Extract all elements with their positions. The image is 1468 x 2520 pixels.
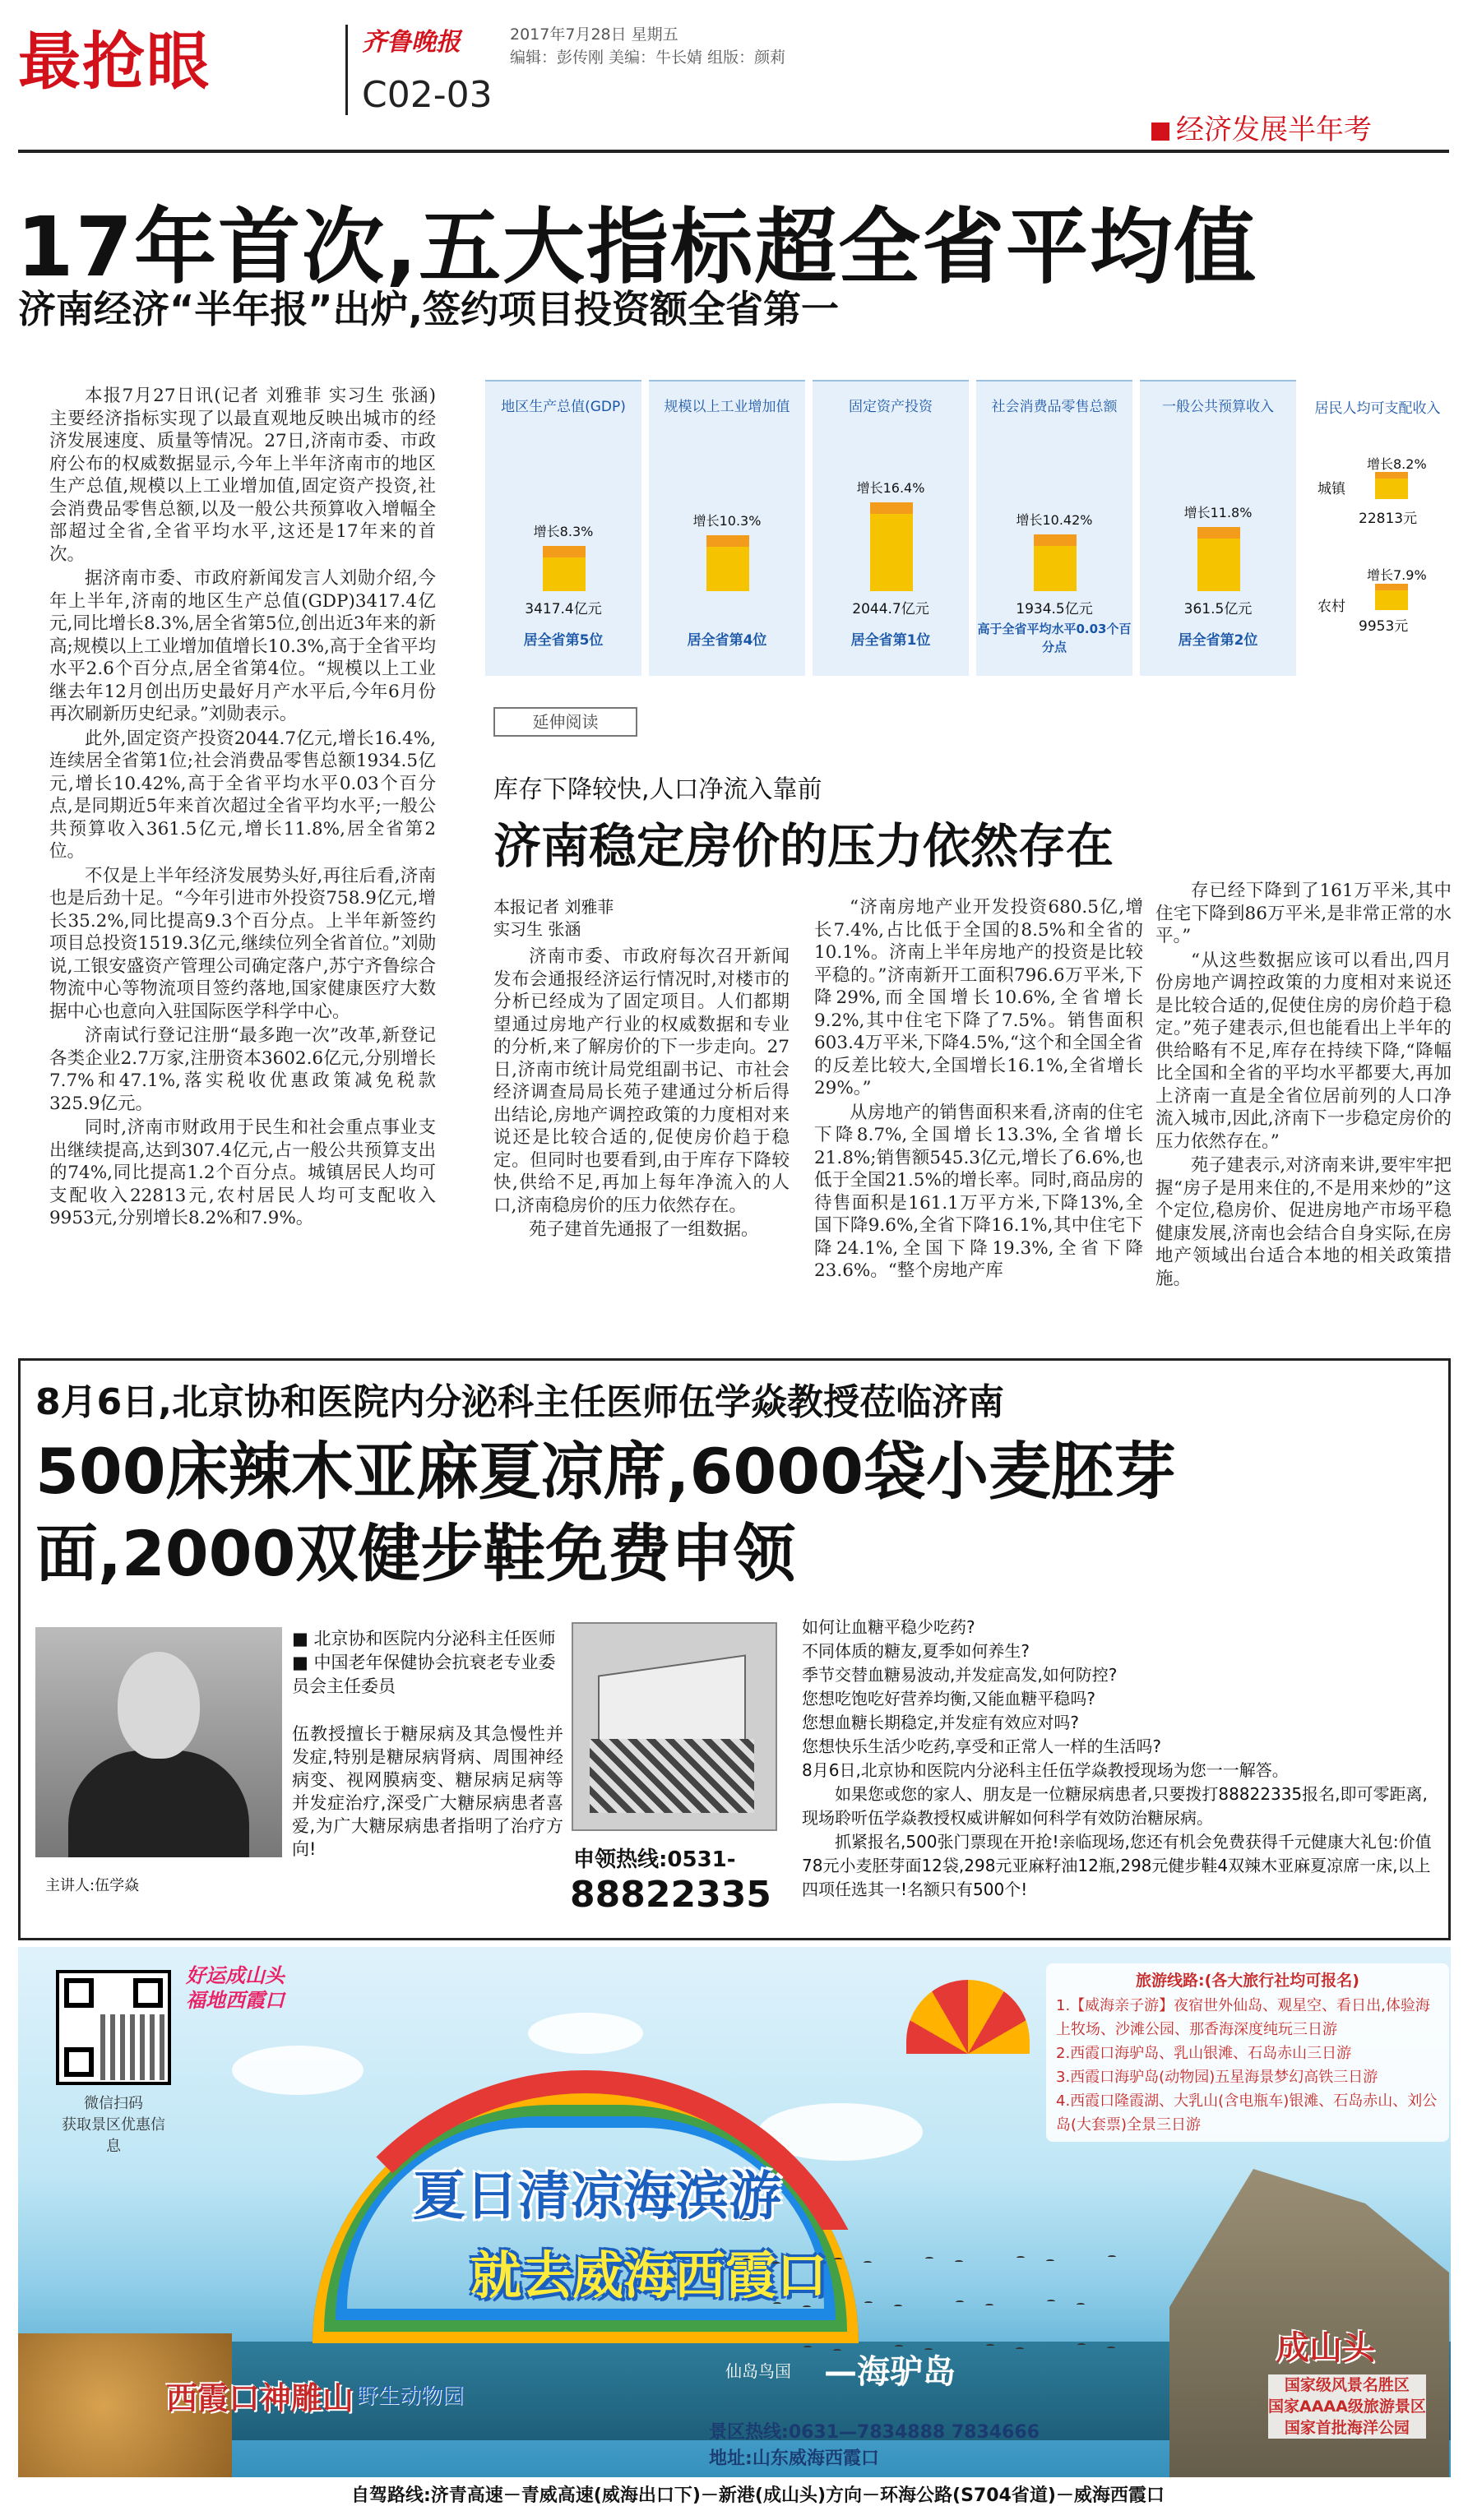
indicator-title: 地区生产总值(GDP) [501, 399, 626, 415]
slogan-line: 福地西霞口 [186, 1989, 285, 2012]
bird-icon [1016, 2256, 1025, 2259]
ad2-title-2: 就去威海西霞口 [470, 2245, 828, 2305]
bird-icon [833, 2349, 841, 2352]
qa-line: 抓紧报名,500张门票现在开抢!亲临现场,您还有机会免费获得千元健康大礼包:价值78元小麦胚芽面12袋,298元亚麻籽油12瓶,298元健步鞋4双辣木亚麻夏凉席一床,以上四项任选其一!名额只有500个! [802, 1832, 1432, 1899]
route-item: 3.西霞口海驴岛(动物园)五星海景梦幻高铁三日游 [1056, 2069, 1378, 2086]
paragraph: 从房地产的销售面积来看,济南的住宅下降8.7%,全国增长13.3%,全省增长21.8%;销售额545.3亿元,增长了6.6%,也低于全国21.5%的增长率。同时,商品房的待售面积是161.1万平方米,下降13%,全国下降9.6%,全省下降16.1%,其中住宅下降24.1%,全国下降19.3%,全省下降23.6%。“整个房地产库 [814, 1102, 1143, 1281]
qa-line: 如何让血糖平稳少吃药? [802, 1617, 975, 1637]
income-value: 22813元 [1359, 511, 1418, 527]
indicator-growth: 增长10.42% [1016, 512, 1093, 528]
bird-icon [925, 2257, 933, 2260]
qr-caption [56, 2093, 171, 2157]
bird-icon [864, 2301, 873, 2305]
income-bar [1375, 584, 1408, 610]
indicator-title: 一般公共预算收入 [1162, 399, 1274, 415]
income-value: 9953元 [1359, 618, 1409, 635]
badge-line: 国家级风景名胜区 [1284, 2376, 1410, 2394]
bird-icon [956, 2300, 964, 2304]
extension-column-3 [1155, 880, 1452, 1292]
qa-line: 如果您或您的家人、朋友是一位糖尿病患者,只要拨打88822335报名,即可零距离,现场聆听伍学焱教授权威讲解如何科学有效防治糖尿病。 [802, 1784, 1428, 1828]
bio-text: 北京协和医院内分泌科主任医师 [313, 1629, 556, 1648]
indicator-panel [485, 380, 1456, 676]
subheadline: 济南经济“半年报”出炉,签约项目投资额全省第一 [18, 287, 839, 331]
bird-icon [803, 2346, 812, 2349]
section-brand: 最抢眼 [18, 25, 211, 98]
paragraph: 不仅是上半年经济发展势头好,再往后看,济南也是后劲十足。“今年引进市外投资758.9亿元,增长35.2%,同比提高9.3个百分点。上半年新签约项目总投资1519.3亿元,继续位列全省首位。”刘勋说,工银安盛资产管理公司确定落户,苏宁齐鲁综合物流中心等物流项目签约落地,国家健康医疗大数据中心也意向入驻国际医学科学中心。 [49, 865, 436, 1022]
indicator-rank: 居全省第5位 [523, 632, 604, 649]
bird-icon [924, 2348, 933, 2351]
bird-icon [986, 2344, 994, 2347]
paragraph: 济南市委、市政府每次召开新闻发布会通报经济运行情况时,对楼市的分析已经成为了固定项目。人们都期望通过房地产行业的权威数据和专业的分析,来了解房价的下一步走向。27日,济南市统计局党组副书记、市社会经济调查局局长苑子建通过分析后得出结论,房地产调控政策的力度相对来说还是比较合适的,促使房价趋于稳定。但同时也要看到,由于库存下降较快,供给不足,再加上每年净流入的人口,济南稳房价的压力依然存在。 [493, 946, 790, 1216]
column-tag-text: 经济发展半年考 [1176, 113, 1372, 146]
newspaper-logo: 齐鲁晚报 [362, 28, 461, 57]
address-value: 山东威海西霞口 [752, 2448, 879, 2469]
paragraph: “济南房地产业开发投资680.5亿,增长7.4%,占比低于全国的8.5%和全省的10.1%。济南上半年房地产的投资是比较平稳的。”济南新开工面积796.6万平米,下降29%,而全国增长10.6%,全省增长9.2%,其中住宅下降了7.5%。销售面积603.4万平米,下降4.5%,“这个和全国全省的反差比较大,全国增长16.1%,全省增长29%。” [814, 897, 1143, 1098]
header-rule [18, 150, 1449, 153]
paragraph: 苑子建首先通报了一组数据。 [529, 1219, 759, 1240]
hotline-label: 申领热线:0531- [573, 1847, 736, 1872]
bird-icon [742, 2218, 750, 2222]
hotline-label: 景区热线: [709, 2422, 789, 2443]
badge-line: 国家首批海洋公园 [1284, 2419, 1410, 2437]
drive-route: 自驾路线:济青高速－青威高速(威海出口下)－新港(成山头)方向－环海公路(S704省道)－威海西霞口 [18, 2477, 1451, 2514]
address-label: 地址: [709, 2448, 753, 2469]
chengshantou-title: 成山头 [1276, 2329, 1375, 2367]
income-bar [1375, 472, 1408, 499]
zoo-title: 西霞口神雕山 [166, 2380, 354, 2416]
indicator-bar [1197, 527, 1240, 591]
indicator-card [649, 380, 805, 676]
indicator-value: 1934.5亿元 [1016, 601, 1093, 617]
paragraph: 同时,济南市财政用于民生和社会重点事业支出继续提高,达到307.4亿元,占一般公共预算支出的74%,同比提高1.2个百分点。城镇居民人均可支配收入22813元,农村居民人均可支配收入9953元,分别增长8.2%和7.9%。 [49, 1117, 436, 1228]
bird-icon [1016, 2347, 1024, 2351]
bird-icon [1077, 2343, 1086, 2347]
speaker-photo [35, 1627, 282, 1857]
bio-line: ■ 中国老年保健协会抗衰老专业委员会主任委员 [292, 1653, 556, 1696]
bird-icon [834, 2258, 842, 2261]
tourism-ad [18, 1947, 1451, 2514]
speaker-description: 伍教授擅长于糖尿病及其急慢性并发症,特别是糖尿病肾病、周围神经病变、视网膜病变、糖尿病足病等并发症治疗,深受广大糖尿病患者喜爱,为广大糖尿病患者指明了治疗方向! [292, 1724, 563, 1859]
ad1-offer-line: 500床辣木亚麻夏凉席,6000袋小麦胚芽面,2000双健步鞋免费申领 [35, 1435, 1177, 1590]
bird-icon [864, 2261, 872, 2264]
indicator-bar [543, 546, 586, 591]
income-row [1301, 454, 1454, 553]
indicator-bar [870, 502, 913, 591]
paragraph: “从这些数据应该可以看出,四月份房地产调控政策的力度相对来说还是比较合适的,促使住房的房价趋于稳定。”苑子建表示,但也能看出上半年的供给略有不足,库存在持续下降,“降幅比全国和全省的平均水平都要大,再加上济南一直是全省位居前列的人口净流入城市,因此,济南下一步稳定房价的压力依然存在。” [1155, 950, 1452, 1152]
indicator-card [485, 380, 641, 676]
bio-text: 中国老年保健协会抗衰老专业委员会主任委员 [292, 1653, 556, 1696]
indicator-title: 社会消费品零售总额 [991, 399, 1118, 415]
bird-icon [1047, 2300, 1055, 2303]
indicator-card [813, 380, 969, 676]
hotline-number: 88822335 [570, 1874, 771, 1916]
badge-line: 国家AAAA级旅游景区 [1268, 2397, 1426, 2416]
extension-lead: 库存下降较快,人口净流入靠前 [493, 775, 822, 804]
scenic-address [709, 2446, 1040, 2472]
extension-label: 延伸阅读 [493, 707, 637, 737]
qa-line: 8月6日,北京协和医院内分泌科主任伍学焱教授现场为您一一解答。 [802, 1760, 1289, 1780]
bird-icon [1046, 2259, 1054, 2263]
indicator-rank: 高于全省平均水平0.03个百分点 [977, 622, 1132, 654]
bird-icon [1107, 2347, 1115, 2350]
ad2-title-1: 夏日清凉海滨游 [413, 2166, 781, 2227]
paragraph: 济南试行登记注册“最多跑一次”改革,新登记各类企业2.7万家,注册资本3602.6亿元,分别增长7.7%和47.1%,落实税收优惠政策减免税款325.9亿元。 [49, 1025, 436, 1114]
qa-line: 您想快乐生活少吃药,享受和正常人一样的生活吗? [802, 1736, 1161, 1756]
scenic-contact [709, 2420, 1040, 2472]
routes-title: 旅游线路:(各大旅行社均可报名) [1136, 1972, 1359, 1990]
speaker-bio [292, 1627, 563, 1699]
headline: 17年首次,五大指标超全省平均值 [16, 199, 1258, 295]
income-label: 城镇 [1317, 481, 1345, 497]
qa-line: 您想吃饱吃好营养均衡,又能血糖平稳吗? [802, 1689, 1095, 1709]
indicator-value: 2044.7亿元 [852, 601, 929, 617]
income-label: 农村 [1317, 599, 1345, 615]
paragraph: 据济南市委、市政府新闻发言人刘勋介绍,今年上半年,济南的地区生产总值(GDP)3417.4亿元,同比增长8.3%,居全省第5位,创出近3年来的新高;规模以上工业增加值增长10.3%,高于全省平均水平2.6个百分点,居全省第4位。“规模以上工业继去年12月创出历史最好月产水平后,今年6月份再次刷新历史纪录。”刘勋表示。 [49, 568, 436, 724]
paragraph: 苑子建表示,对济南来讲,要牢牢把握“房子是用来住的,不是用来炒的”这个定位,稳房价、促进房地产市场平稳健康发展,济南也会结合自身实际,在房地产领域出台适合本地的相关政策措施。 [1155, 1155, 1452, 1289]
issue-date: 2017年7月28日 星期五 [510, 25, 678, 44]
indicator-growth: 增长10.3% [692, 513, 762, 529]
indicator-title: 规模以上工业增加值 [664, 399, 790, 415]
route-item: 1.【威海亲子游】夜宿世外仙岛、观星空、看日出,体验海上牧场、沙滩公园、那香海深度纯玩三日游 [1056, 1997, 1430, 2038]
ad1-event-line: 8月6日,北京协和医院内分泌科主任医师伍学焱教授莅临济南 [35, 1381, 1004, 1423]
qa-line: 季节交替血糖易波动,并发症高发,如何防控? [802, 1665, 1118, 1685]
income-growth: 增长8.2% [1367, 456, 1427, 472]
route-item: 2.西霞口海驴岛、乳山银滩、石岛赤山三日游 [1056, 2045, 1352, 2062]
income-title: 居民人均可支配收入 [1314, 400, 1441, 417]
lead-article-body [49, 385, 436, 1232]
extension-column-1 [493, 946, 790, 1243]
paragraph: 存已经下降到了161万平米,其中住宅下降到86万平米,是非常正常的水平。” [1155, 881, 1452, 946]
ad2-slogan [186, 1963, 285, 2013]
page-number: C02-03 [362, 74, 493, 116]
extension-byline: 本报记者 刘雅菲 实习生 张涵 [493, 897, 614, 939]
square-bullet-icon [1151, 123, 1169, 141]
bird-icon [773, 2302, 781, 2305]
bird-icon [985, 2304, 993, 2307]
bird-icon [743, 2259, 751, 2262]
beach-umbrella-icon [906, 1980, 1030, 2054]
chengshantou-badges [1268, 2374, 1426, 2439]
island-title: —海驴岛 [824, 2353, 956, 2391]
tour-routes [1046, 1963, 1449, 2142]
qa-line: 您想血糖长期稳定,并发症有效应对吗? [802, 1713, 1079, 1732]
indicator-title: 固定资产投资 [849, 399, 933, 415]
product-photo [572, 1622, 777, 1831]
income-row [1301, 565, 1454, 664]
health-seminar-ad [18, 1358, 1451, 1940]
paragraph: 本报7月27日讯(记者 刘雅菲 实习生 张涵) 主要经济指标实现了以最直观地反映出城市的经济发展速度、质量等情况。27日,济南市委、市政府公布的权威数据显示,今年上半年济南市的地区生产总值,规模以上工业增加值,固定资产投资,社会消费品零售总额,以及一般公共预算收入增幅全部超过全省,全省平均水平,这还是17年来的首次。 [49, 386, 436, 565]
qr-code[interactable] [56, 1970, 171, 2085]
hotline-value: 0631—7834888 7834666 [788, 2422, 1040, 2443]
qa-line: 不同体质的糖友,夏季如何养生? [802, 1641, 1030, 1661]
island-subtitle: 仙岛鸟国 [725, 2361, 791, 2381]
bird-icon [1108, 2255, 1116, 2259]
indicator-value: 361.5亿元 [1183, 601, 1253, 617]
indicator-rank: 居全省第2位 [1178, 632, 1258, 649]
route-item: 4.西霞口隆霞湖、大乳山(含电瓶车)银滩、石岛赤山、刘公岛(大套票)全景三日游 [1056, 2092, 1438, 2134]
income-growth: 增长7.9% [1367, 567, 1427, 583]
indicator-growth: 增长11.8% [1183, 505, 1253, 520]
column-tag [1151, 107, 1372, 147]
seminar-questions [802, 1616, 1443, 1902]
bird-icon [803, 2305, 811, 2309]
extension-column-2 [814, 896, 1143, 1284]
routes-list [1056, 1994, 1439, 2137]
slogan-line: 好运成山头 [186, 1964, 285, 1987]
bird-icon [894, 2305, 902, 2308]
indicator-growth: 增长8.3% [533, 524, 594, 539]
speaker-caption: 主讲人:伍学焱 [45, 1877, 140, 1894]
indicator-rank: 居全省第4位 [687, 632, 767, 649]
qr-caption-line: 微信扫码 [84, 2095, 143, 2112]
indicator-bar [1034, 534, 1077, 591]
zoo-subtitle: 野生动物园 [357, 2384, 465, 2409]
bird-icon [895, 2345, 903, 2348]
qr-caption-line: 获取景区优惠信息 [62, 2116, 165, 2155]
bird-icon [1077, 2303, 1085, 2306]
indicator-growth: 增长16.4% [856, 480, 925, 496]
issue-meta [510, 23, 785, 69]
paragraph: 此外,固定资产投资2044.7亿元,增长16.4%,连续居全省第1位;社会消费品零售总额1934.5亿元,增长10.42%,高于全省平均水平0.03个百分点,是同期近5年来首次超过全省平均水平;一般公共预算收入361.5亿元,增长11.8%,居全省第2位。 [49, 728, 436, 862]
bird-icon [955, 2260, 963, 2263]
extension-title: 济南稳定房价的压力依然存在 [493, 818, 1114, 874]
bird-icon [772, 2262, 780, 2265]
issue-editors: 编辑：彭传刚 美编：牛长婧 组版：颜莉 [510, 49, 786, 67]
bio-line: ■ 北京协和医院内分泌科主任医师 [292, 1629, 556, 1648]
header-divider [345, 25, 348, 115]
scenic-hotline [709, 2420, 1040, 2446]
indicator-card [1140, 380, 1296, 676]
indicator-card [976, 380, 1132, 676]
indicator-value: 3417.4亿元 [525, 601, 602, 617]
indicator-rank: 居全省第1位 [850, 632, 931, 649]
indicator-bar [706, 535, 749, 591]
